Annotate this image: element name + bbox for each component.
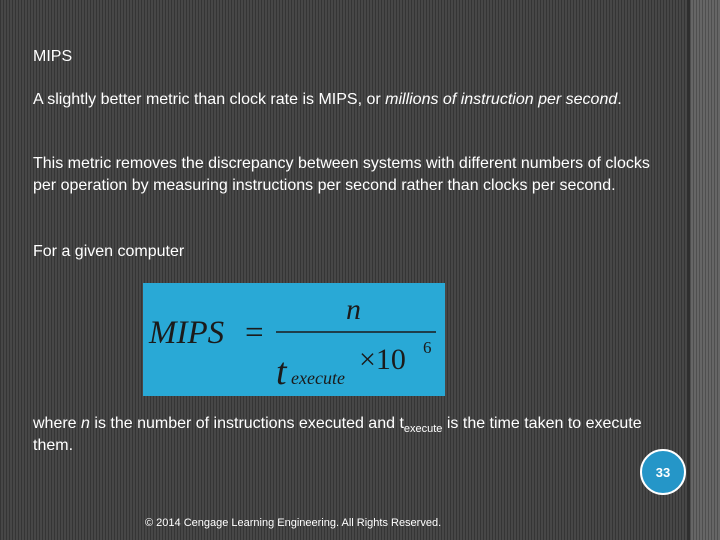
formula-equals: = bbox=[245, 315, 264, 351]
page-number-badge: 33 bbox=[640, 449, 686, 495]
formula-lhs: MIPS bbox=[149, 315, 225, 351]
formula-time-subscript: execute bbox=[291, 368, 345, 388]
paragraph-where bbox=[33, 413, 663, 457]
paragraph-definition-lead: A slightly better metric than clock rate is MIPS, or bbox=[33, 91, 386, 108]
slide-edge-divider bbox=[687, 0, 690, 540]
paragraph-where-middle: is the number of instructions executed and t bbox=[89, 415, 404, 432]
paragraph-definition bbox=[33, 89, 663, 111]
paragraph-given-computer: For a given computer bbox=[33, 243, 185, 260]
formula-time-symbol: t bbox=[276, 351, 287, 393]
paragraph-explanation: This metric removes the discrepancy between systems with different numbers of clocks per operation by measuring instructions per second rather than clocks per second. bbox=[33, 155, 650, 194]
paragraph-where-subscript: execute bbox=[403, 423, 443, 435]
paragraph-where-lead: where bbox=[33, 415, 82, 432]
copyright-footer: © 2014 Cengage Learning Engineering. All Rights Reserved. bbox=[145, 517, 442, 529]
paragraph-where-end: is the time taken to execute them. bbox=[33, 415, 642, 454]
formula-exponent: 6 bbox=[423, 338, 432, 357]
slide-title: MIPS bbox=[33, 48, 73, 65]
formula-numerator: n bbox=[346, 293, 361, 326]
paragraph-where-n: n bbox=[81, 415, 90, 432]
mips-formula bbox=[143, 283, 445, 396]
paragraph-definition-emphasis: millions of instruction per second bbox=[385, 91, 618, 108]
formula-scale: ×10 bbox=[359, 343, 406, 376]
paragraph-definition-tail: . bbox=[617, 91, 622, 108]
